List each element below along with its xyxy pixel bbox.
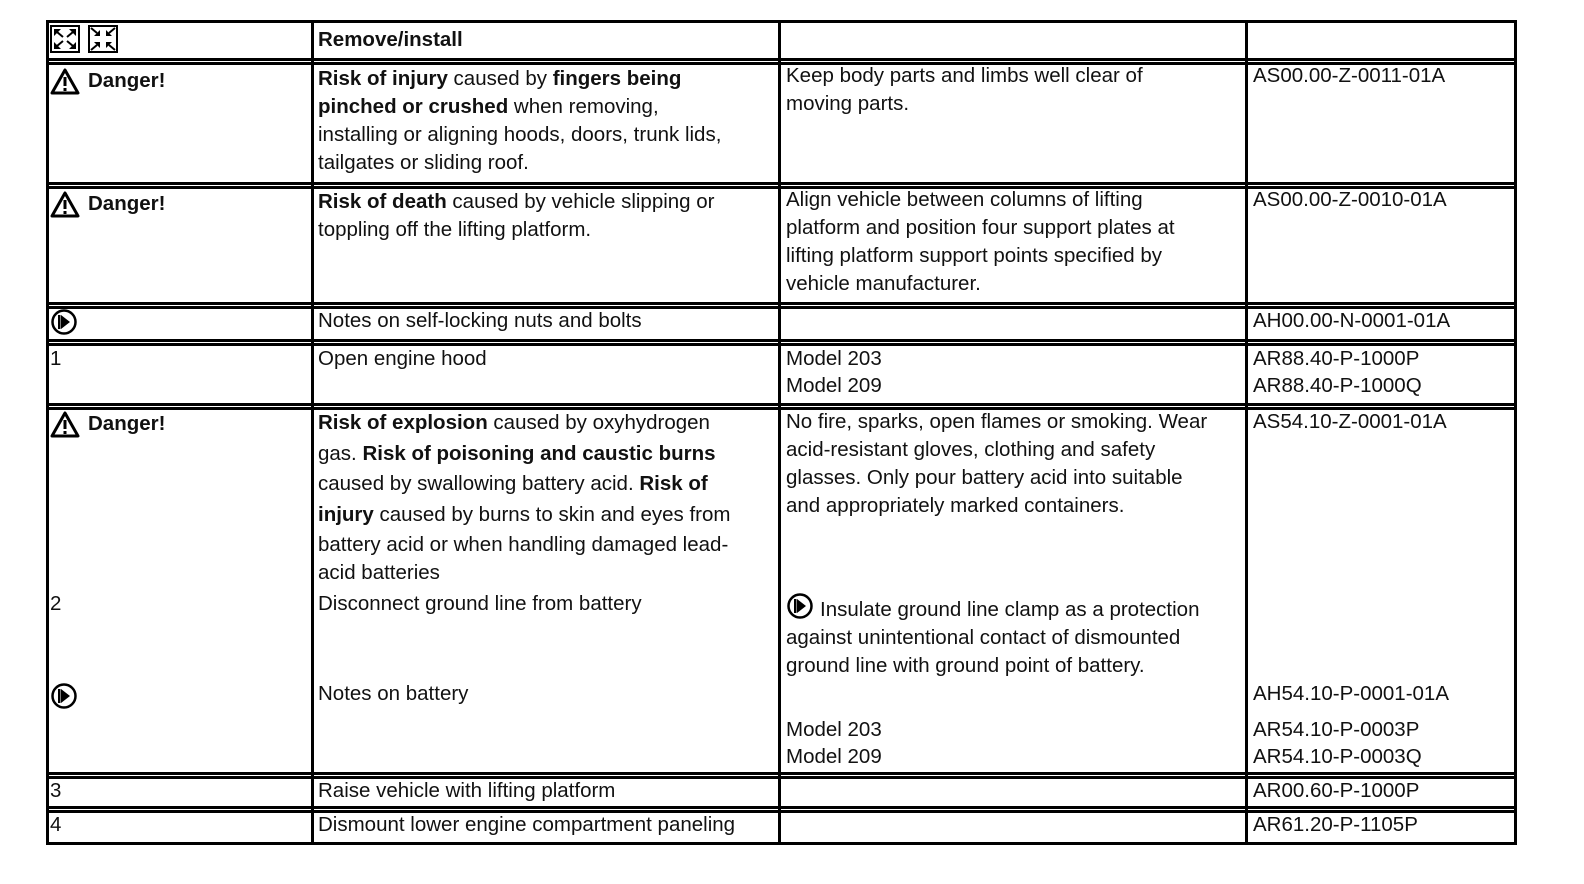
bold-text: Risk of death (318, 190, 447, 213)
text: lifting platform support points specified by (786, 244, 1163, 267)
text: against unintentional contact of dismounted (786, 626, 1181, 649)
text: caused by oxyhydrogen (487, 411, 710, 434)
bold-text: fingers being (552, 67, 682, 90)
danger-label-text: Danger! (88, 412, 166, 435)
row-reference[interactable]: AH54.10-P-0001-01A (1253, 682, 1450, 705)
step-number: 3 (50, 779, 62, 802)
text: ground line with ground point of battery. (786, 654, 1145, 677)
row-description (318, 65, 721, 177)
text: when removing, (508, 95, 659, 118)
danger-label (50, 410, 165, 438)
text: gas. (318, 441, 363, 465)
bold-text: Risk of poisoning and caustic burns (362, 441, 716, 465)
text: battery acid or when handling damaged lead- (318, 533, 729, 556)
text: and appropriately marked containers. (786, 494, 1125, 517)
row-reference[interactable]: AS00.00-Z-0010-01A (1253, 188, 1447, 211)
section-title: Remove/install (318, 28, 463, 51)
warning-triangle-icon (50, 68, 80, 95)
text: installing or aligning hoods, doors, trunk lids, (318, 123, 722, 146)
row-instruction (786, 716, 882, 770)
row-reference[interactable]: AS00.00-Z-0011-01A (1253, 64, 1446, 87)
text: caused by swallowing battery acid. (318, 472, 640, 495)
collapse-icon[interactable] (88, 25, 118, 53)
text: Model 209 (786, 374, 882, 397)
danger-label-text: Danger! (88, 192, 166, 215)
step-number: 1 (50, 347, 62, 370)
bold-text: Risk of (639, 472, 708, 495)
row-reference[interactable]: AR00.60-P-1000P (1253, 779, 1420, 802)
row-instruction (786, 592, 1199, 680)
row-reference[interactable]: AH00.00-N-0001-01A (1253, 309, 1451, 332)
table-border (778, 20, 781, 845)
row-instruction (786, 408, 1207, 520)
row-reference[interactable]: AR61.20-P-1105P (1253, 813, 1418, 836)
row-reference (1253, 716, 1422, 770)
text: vehicle manufacturer. (786, 272, 981, 295)
text: caused by vehicle slipping or (446, 190, 715, 213)
reference-link[interactable]: AR54.10-P-0003Q (1253, 745, 1422, 768)
text: toppling off the lifting platform. (318, 218, 592, 241)
danger-label (50, 67, 165, 95)
bold-text: Risk of explosion (318, 411, 488, 434)
reference-link[interactable]: AR88.40-P-1000Q (1253, 374, 1422, 397)
expand-icon[interactable] (50, 25, 80, 53)
text: caused by burns to skin and eyes from (373, 502, 731, 526)
table-border (1245, 20, 1248, 845)
row-reference (1253, 345, 1422, 399)
danger-label (50, 190, 165, 218)
text: Insulate ground line clamp as a protection (820, 598, 1200, 621)
row-instruction (786, 345, 882, 399)
warning-triangle-icon (50, 411, 80, 438)
table-border (46, 20, 1517, 23)
row-description: Open engine hood (318, 347, 487, 370)
bold-text: Risk of injury (318, 67, 448, 90)
row-description: Disconnect ground line from battery (318, 592, 642, 615)
table-border (46, 403, 1517, 406)
text: acid-resistant gloves, clothing and safety (786, 438, 1156, 461)
row-instruction (786, 62, 1143, 118)
text: Model 209 (786, 745, 882, 768)
bold-text: pinched or crushed (318, 95, 509, 118)
text: Model 203 (786, 718, 882, 741)
text: tailgates or sliding roof. (318, 151, 529, 174)
row-description: Raise vehicle with lifting platform (318, 779, 616, 802)
row-description: Notes on self-locking nuts and bolts (318, 309, 642, 332)
row-reference[interactable]: AS54.10-Z-0001-01A (1253, 410, 1447, 433)
table-border (46, 772, 1517, 775)
table-border (46, 58, 1517, 61)
table-border (1514, 20, 1517, 845)
text: glasses. Only pour battery acid into suitable (786, 466, 1183, 489)
row-description (318, 188, 715, 244)
text: caused by (447, 67, 553, 90)
note-icon (50, 308, 78, 336)
text: moving parts. (786, 92, 910, 115)
bold-text: injury (318, 502, 374, 526)
row-description (318, 408, 731, 561)
note-icon (786, 592, 814, 620)
note-icon (50, 682, 78, 710)
step-number: 4 (50, 813, 62, 836)
table-border (46, 302, 1517, 305)
warning-triangle-icon (50, 191, 80, 218)
row-description: acid batteries (318, 561, 440, 584)
text: No fire, sparks, open flames or smoking. Wear (786, 410, 1208, 433)
reference-link[interactable]: AR88.40-P-1000P (1253, 347, 1420, 370)
row-description: Dismount lower engine compartment paneling (318, 813, 736, 836)
row-instruction (786, 186, 1175, 298)
table-border (311, 20, 314, 845)
text: platform and position four support plates at (786, 216, 1175, 239)
table-border (46, 20, 49, 845)
table-border (46, 806, 1517, 809)
text: Model 203 (786, 347, 882, 370)
reference-link[interactable]: AR54.10-P-0003P (1253, 718, 1420, 741)
row-description: Notes on battery (318, 682, 469, 705)
danger-label-text: Danger! (88, 69, 166, 92)
table-border (46, 182, 1517, 185)
text: Keep body parts and limbs well clear of (786, 64, 1143, 87)
table-border (46, 339, 1517, 342)
step-number: 2 (50, 592, 62, 615)
table-border (46, 842, 1517, 845)
text: Align vehicle between columns of lifting (786, 188, 1143, 211)
